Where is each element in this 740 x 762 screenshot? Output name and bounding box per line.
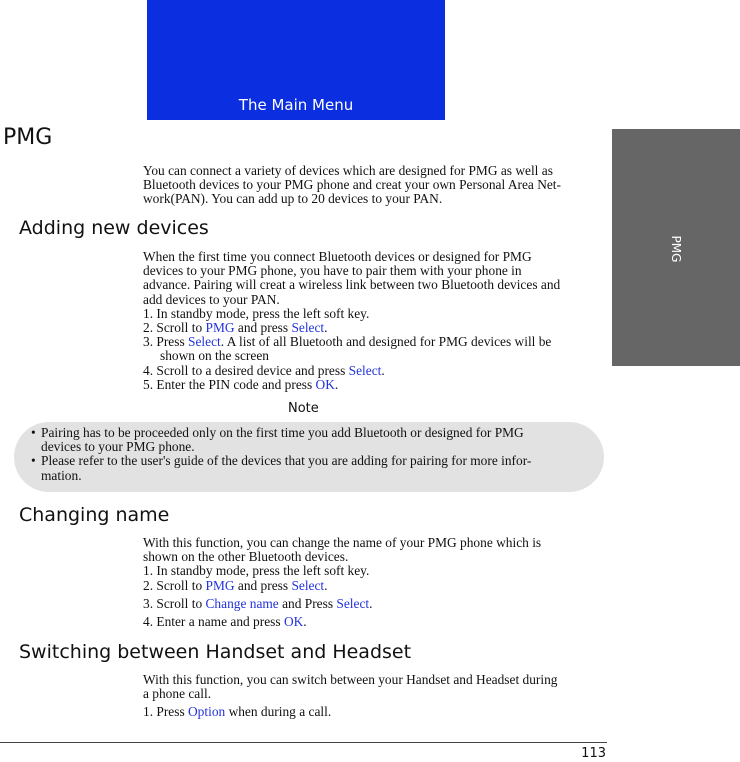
step-1: 1. In standby mode, press the left soft key. [143,305,370,321]
page-number: 113 [581,746,606,761]
switching-body [143,673,608,720]
body-line: With this function, you can switch between your Handset and Headset during [143,672,558,687]
menu-term: OK [315,376,335,392]
body-line: With this function, you can change the name of your PMG phone which is [143,535,542,550]
menu-term: Select [336,595,370,611]
section-side-tab [612,129,740,366]
adding-devices-body [143,250,608,392]
step-1: 1. In standby mode, press the left soft key. [143,563,370,579]
step-2: 2. Scroll to PMG and press Select. [143,577,328,593]
menu-term: Select [348,362,382,378]
intro-paragraph [143,164,608,207]
step-4: 4. Scroll to a desired device and press Select. [143,362,385,378]
side-tab-label: PMG [669,235,683,263]
step-5: 5. Enter the PIN code and press OK. [143,376,339,392]
step-3: 3. Press Select. A list of all Bluetooth and designed for PMG devices will be [143,334,552,350]
changing-name-body [143,536,608,629]
changing-name-heading: Changing name [19,504,170,526]
note-text [31,426,601,483]
body-line: add devices to your PAN. [143,291,280,307]
menu-term: Select [291,320,325,336]
intro-line: work(PAN). You can add up to 20 devices to your PAN. [143,191,443,207]
intro-line: You can connect a variety of devices which are designed for PMG as well as [143,163,553,178]
step-1: 1. Press Option when during a call. [143,704,332,720]
menu-term: Select [188,334,221,350]
body-line: a phone call. [143,686,212,702]
intro-line: Bluetooth devices to your PMG phone and creat your own Personal Area Net- [143,177,561,193]
bullet-icon: • [31,425,36,440]
menu-term: PMG [205,320,235,336]
page-heading: PMG [3,125,53,150]
banner-title: The Main Menu [238,96,354,114]
menu-term: PMG [205,577,235,593]
note-label: Note [288,401,319,416]
adding-devices-heading: Adding new devices [19,217,209,239]
menu-term: OK [283,614,304,630]
body-line: When the first time you connect Bluetooth devices or designed for PMG [143,249,532,264]
step-3: 3. Scroll to Change name and Press Select. [143,595,373,611]
body-line: devices to your PMG phone, you have to pair them with your phone in [143,263,522,279]
step-4: 4. Enter a name and press OK. [143,614,307,630]
bullet-icon: • [31,453,36,469]
switching-heading: Switching between Handset and Headset [19,641,412,663]
step-2: 2. Scroll to PMG and press Select. [143,320,328,336]
note-bullet: • Pairing has to be proceeded only on the first time you add Bluetooth or designed for PMG devices to your PMG phone. [31,425,524,455]
body-line: shown on the other Bluetooth devices. [143,549,349,565]
menu-term: Option [188,704,226,720]
menu-term: Select [291,577,325,593]
note-bullet: • Please refer to the user's guide of the devices that you are adding for pairing for more infor- mation. [31,453,532,483]
menu-term: Change name [205,595,279,611]
main-menu-banner [147,0,445,120]
footer-rule [0,742,607,743]
step-3-continued: shown on the screen [160,348,269,364]
note-box [14,422,604,492]
body-line: advance. Pairing will creat a wireless link between two Bluetooth devices and [143,277,561,293]
